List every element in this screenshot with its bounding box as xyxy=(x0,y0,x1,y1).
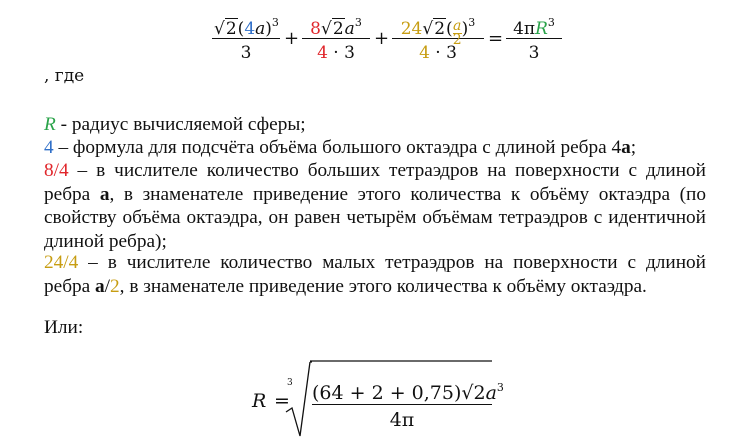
rhs-fraction: $4\pi R^3$ 3 xyxy=(506,8,562,67)
plus-sign: + xyxy=(284,28,300,49)
radius-fraction: $(64 + 2 + 0,75)√2a^3$ 4π xyxy=(312,381,504,431)
definition-8-4: 8/4 – в числителе количество больших тетраэдров на поверхности с длиной ребра a, в знаменателе приведение этого количества к объёму октаэдра (по свойству объёма октаэдра, он равен четырём объёмам тетраэдров с идентичной длиной ребра); xyxy=(44,160,706,252)
cube-root-sign xyxy=(284,360,312,440)
where-label: , где xyxy=(44,66,85,86)
radical-overline xyxy=(310,360,530,364)
definition-24-4: 24/4 – в числителе количество малых тетраэдров на поверхности с длиной ребра a/2, в знаменателе приведение этого количества к объёму октаэдра. xyxy=(44,252,706,297)
term-1-fraction: $√2(4a)^3$ 3 xyxy=(214,16,279,63)
definition-r: R - радиус вычисляемой сферы; xyxy=(44,114,306,135)
definition-4: 4 – формула для подсчёта объёма большого октаэдра с длиной ребра 4a; xyxy=(44,137,637,158)
term-2-fraction: $8√2a^3$ 4 · 3 xyxy=(302,8,370,67)
radius-symbol: R xyxy=(252,390,267,412)
equals-sign: = xyxy=(488,28,504,49)
plus-sign: + xyxy=(374,28,390,49)
equals-sign: = xyxy=(274,390,290,412)
or-label: Или: xyxy=(44,317,84,338)
term-3-fraction: 24√2( $\frac{a}{2}$ )$^3$ 4 · 3 xyxy=(392,8,484,67)
root-index: 3 xyxy=(287,378,293,388)
